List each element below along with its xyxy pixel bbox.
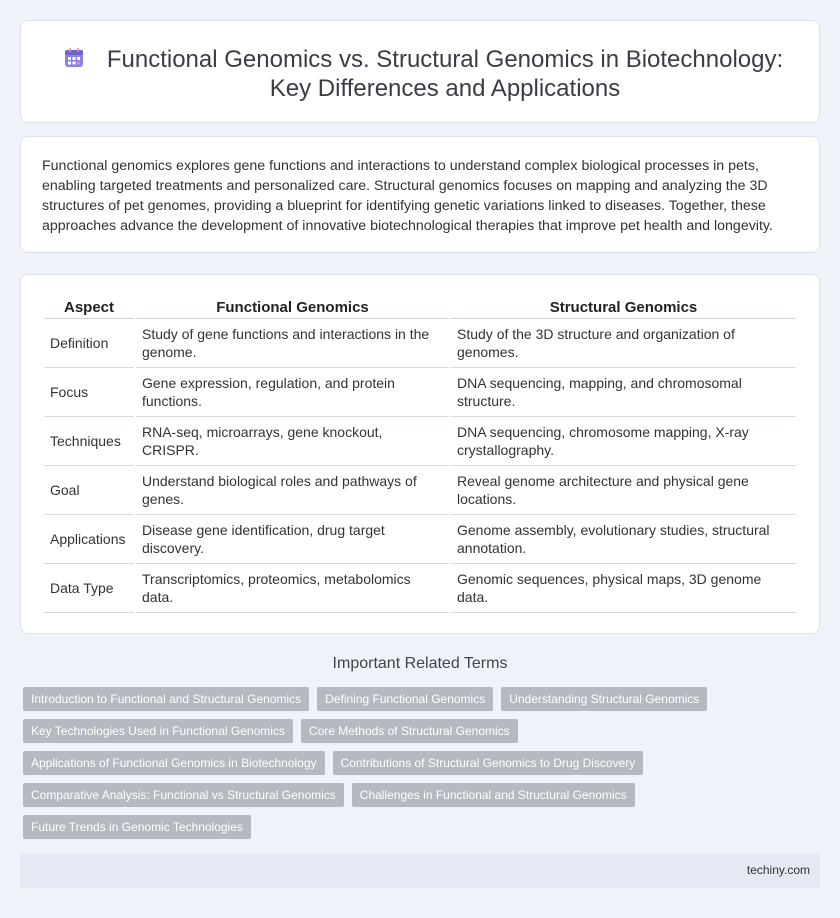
related-term-tag[interactable]: Key Technologies Used in Functional Genomics xyxy=(23,719,293,743)
row-functional: RNA-seq, microarrays, gene knockout, CRISPR. xyxy=(136,417,449,466)
calendar-grid-icon xyxy=(63,47,85,69)
related-term-tag[interactable]: Comparative Analysis: Functional vs Structural Genomics xyxy=(23,783,344,807)
header-functional: Functional Genomics xyxy=(136,293,449,319)
row-structural: Genome assembly, evolutionary studies, structural annotation. xyxy=(451,515,796,564)
table-row xyxy=(44,368,796,417)
row-aspect: Applications xyxy=(44,515,134,564)
related-terms-heading: Important Related Terms xyxy=(332,655,508,672)
related-term-tag[interactable]: Applications of Functional Genomics in Biotechnology xyxy=(23,751,325,775)
related-term-tag[interactable]: Future Trends in Genomic Technologies xyxy=(23,815,251,839)
related-term-tag[interactable]: Contributions of Structural Genomics to Drug Discovery xyxy=(333,751,644,775)
row-aspect: Data Type xyxy=(44,564,134,613)
header-structural: Structural Genomics xyxy=(451,293,796,319)
row-structural: DNA sequencing, chromosome mapping, X-ray crystallography. xyxy=(451,417,796,466)
related-terms-list xyxy=(23,687,823,847)
row-aspect: Definition xyxy=(44,319,134,368)
table-row xyxy=(44,564,796,613)
footer-site-link[interactable]: techiny.com xyxy=(746,863,810,877)
table-header-row xyxy=(44,293,796,319)
table-row xyxy=(44,417,796,466)
row-structural: DNA sequencing, mapping, and chromosomal structure. xyxy=(451,368,796,417)
page-title: Functional Genomics vs. Structural Genomics in Biotechnology: Key Differences and Applications xyxy=(106,46,784,102)
row-structural: Genomic sequences, physical maps, 3D genome data. xyxy=(451,564,796,613)
footer xyxy=(20,854,820,888)
comparison-table xyxy=(42,293,798,613)
row-functional: Understand biological roles and pathways of genes. xyxy=(136,466,449,515)
row-aspect: Techniques xyxy=(44,417,134,466)
row-functional: Gene expression, regulation, and protein functions. xyxy=(136,368,449,417)
header-aspect: Aspect xyxy=(44,293,134,319)
related-term-tag[interactable]: Challenges in Functional and Structural Genomics xyxy=(352,783,635,807)
row-functional: Transcriptomics, proteomics, metabolomics data. xyxy=(136,564,449,613)
row-functional: Study of gene functions and interactions in the genome. xyxy=(136,319,449,368)
row-aspect: Focus xyxy=(44,368,134,417)
related-term-tag[interactable]: Core Methods of Structural Genomics xyxy=(301,719,518,743)
comparison-table-card xyxy=(20,274,820,634)
row-structural: Study of the 3D structure and organization of genomes. xyxy=(451,319,796,368)
intro-card xyxy=(20,136,820,253)
related-term-tag[interactable]: Introduction to Functional and Structural Genomics xyxy=(23,687,309,711)
title-card xyxy=(20,20,820,123)
related-term-tag[interactable]: Understanding Structural Genomics xyxy=(501,687,707,711)
row-structural: Reveal genome architecture and physical gene locations. xyxy=(451,466,796,515)
table-row xyxy=(44,466,796,515)
row-functional: Disease gene identification, drug target discovery. xyxy=(136,515,449,564)
table-row xyxy=(44,515,796,564)
table-row xyxy=(44,319,796,368)
intro-paragraph: Functional genomics explores gene functions and interactions to understand complex biological processes in pets, enabling targeted treatments and personalized care. Structural genomics focuses on mapping and analyzing the 3D structures of pet genomes, providing a blueprint for identifying genetic variations linked to diseases. Together, these approaches advance the development of innovative biotechnological therapies that improve pet health and longevity. xyxy=(42,158,773,234)
row-aspect: Goal xyxy=(44,466,134,515)
related-term-tag[interactable]: Defining Functional Genomics xyxy=(317,687,493,711)
